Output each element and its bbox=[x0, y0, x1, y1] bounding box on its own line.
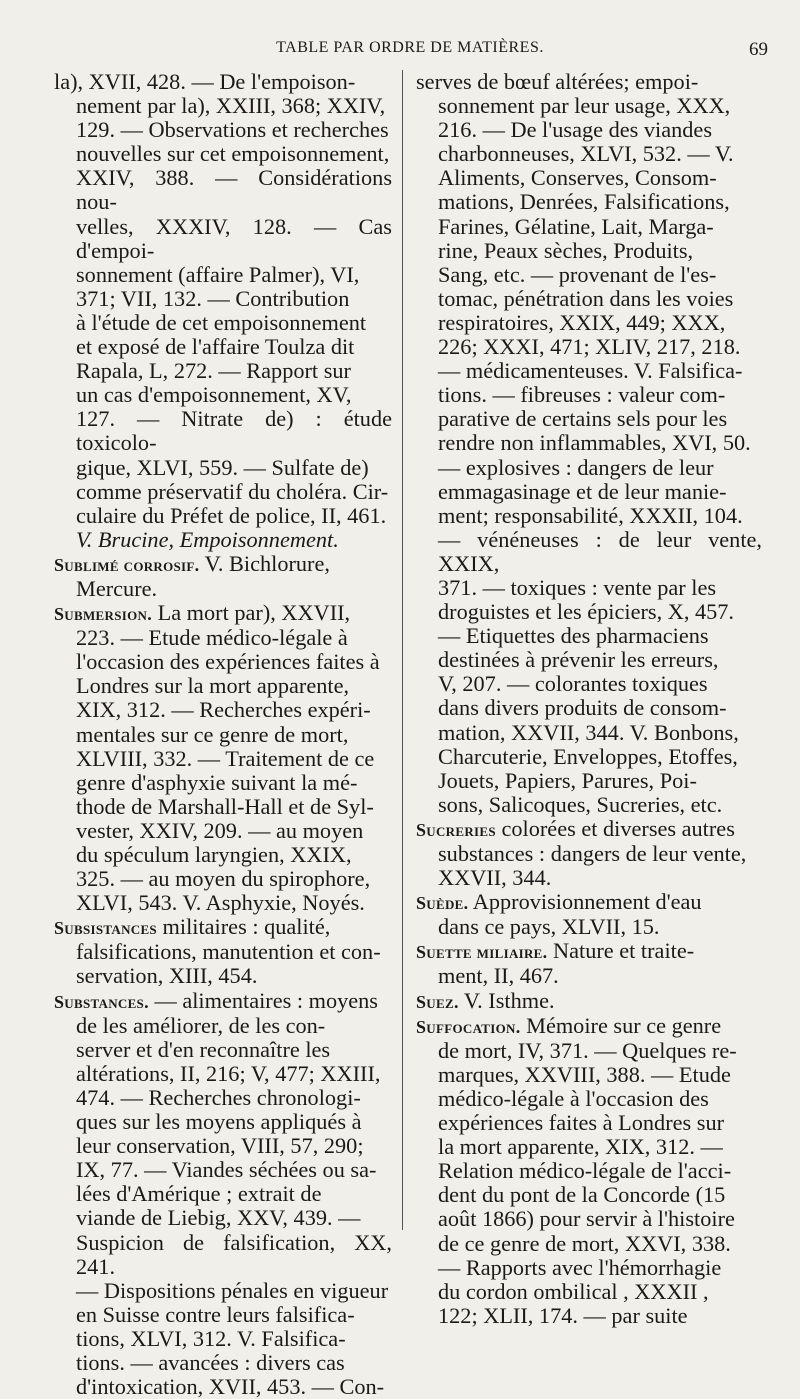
entry-text: Approvisionnement d'eau bbox=[468, 889, 702, 915]
index-line: lées d'Amérique ; extrait de bbox=[76, 1181, 322, 1207]
index-line: — Rapports avec l'hémorrhagie bbox=[438, 1254, 722, 1280]
index-line: Jouets, Papiers, Parures, Poi- bbox=[438, 767, 697, 793]
index-line: rine, Peaux sèches, Produits, bbox=[438, 237, 694, 263]
index-line: août 1866) pour servir à l'histoire bbox=[438, 1206, 735, 1232]
entry-heading: Substances. bbox=[54, 991, 149, 1012]
index-line: V. Brucine, Empoisonnement. bbox=[76, 526, 339, 552]
index-line: gique, XLVI, 559. — Sulfate de) bbox=[76, 454, 369, 480]
index-line: dans ce pays, XLVII, 15. bbox=[438, 914, 660, 940]
index-line: XLVIII, 332. — Traitement de ce bbox=[76, 745, 375, 771]
index-line: mations, Denrées, Falsifications, bbox=[438, 189, 730, 215]
index-line: comme préservatif du choléra. Cir- bbox=[76, 478, 389, 504]
index-line: expériences faites à Londres sur bbox=[438, 1110, 725, 1136]
index-line: du spéculum laryngien, XXIX, bbox=[76, 842, 352, 867]
index-line: respiratoires, XXIX, 449; XXX, bbox=[438, 309, 726, 335]
entry-text: V. Bichlorure, bbox=[199, 550, 330, 576]
entry-text: V. Isthme. bbox=[458, 987, 555, 1013]
entry-text: Mémoire sur ce genre bbox=[520, 1012, 722, 1038]
index-line: sonnement (affaire Palmer), VI, bbox=[76, 261, 360, 287]
right-column bbox=[416, 70, 762, 1328]
index-line: — explosives : dangers de leur bbox=[438, 454, 714, 480]
page-header bbox=[40, 35, 780, 65]
index-line: l'occasion des expériences faites à bbox=[76, 649, 380, 675]
index-line: Charcuterie, Enveloppes, Etoffes, bbox=[438, 743, 738, 769]
entry-text: colorées et diverses autres bbox=[495, 815, 735, 841]
index-line: vester, XXIV, 209. — au moyen bbox=[76, 817, 364, 843]
index-line: tions. — avancées : divers cas bbox=[76, 1349, 345, 1375]
index-line: charbonneuses, XLVI, 532. — V. bbox=[438, 141, 734, 167]
index-line: nement par la), XXIII, 368; XXIV, bbox=[76, 93, 386, 119]
index-line bbox=[416, 890, 762, 915]
index-line: 371; VII, 132. — Contribution bbox=[76, 285, 350, 311]
index-line: — médicamenteuses. V. Falsifica- bbox=[438, 358, 743, 384]
index-line: du cordon ombilical , XXXII , bbox=[438, 1278, 709, 1304]
page-number: 69 bbox=[749, 39, 768, 60]
index-line: emmagasinage et de leur manie- bbox=[438, 478, 727, 504]
index-line: Sang, etc. — provenant de l'es- bbox=[438, 261, 717, 287]
index-line: 474. — Recherches chronologi- bbox=[76, 1084, 361, 1110]
index-line bbox=[54, 915, 392, 940]
entry-text: Nature et traite- bbox=[547, 938, 695, 964]
index-line: marques, XXVIII, 388. — Etude bbox=[438, 1061, 731, 1087]
index-line: la mort apparente, XIX, 312. — bbox=[438, 1134, 723, 1160]
index-line: sons, Salicoques, Sucreries, etc. bbox=[438, 791, 723, 817]
index-line: dans divers produits de consom- bbox=[438, 695, 727, 721]
index-line: V, 207. — colorantes toxiques bbox=[438, 671, 708, 697]
index-line: rendre non inflammables, XVI, 50. bbox=[438, 430, 751, 456]
index-line: 371. — toxiques : vente par les bbox=[438, 574, 717, 600]
index-line: de mort, IV, 371. — Quelques re- bbox=[438, 1037, 737, 1063]
index-line: ment, II, 467. bbox=[438, 963, 559, 989]
index-line: — Dispositions pénales en vigueur bbox=[76, 1277, 389, 1303]
index-line: d'intoxication, XVII, 453. — Con- bbox=[76, 1374, 385, 1399]
running-title: TABLE PAR ORDRE DE MATIÈRES. bbox=[276, 39, 544, 56]
index-line: substances : dangers de leur vente, bbox=[438, 841, 747, 866]
index-line: genre d'asphyxie suivant la mé- bbox=[76, 769, 358, 795]
index-line: culaire du Préfet de police, II, 461. bbox=[76, 502, 387, 528]
index-line: ment; responsabilité, XXXII, 104. bbox=[438, 502, 743, 528]
index-line: sonnement par leur usage, XXX, bbox=[438, 93, 731, 119]
index-line: Farines, Gélatine, Lait, Marga- bbox=[438, 213, 714, 239]
index-line: Mercure. bbox=[76, 575, 158, 601]
index-line: Relation médico-légale de l'acci- bbox=[438, 1158, 732, 1184]
index-line: médico-légale à l'occasion des bbox=[438, 1085, 709, 1111]
index-line: et exposé de l'affaire Toulza dit bbox=[76, 334, 355, 360]
index-line: XXIV, 388. — Considérations nou- bbox=[76, 165, 392, 215]
index-line bbox=[416, 939, 762, 964]
entry-text: — alimentaires : moyens bbox=[148, 987, 378, 1013]
index-line: mentales sur ce genre de mort, bbox=[76, 721, 349, 747]
entry-heading: Suède. bbox=[416, 893, 469, 914]
index-line: 223. — Etude médico-légale à bbox=[76, 625, 348, 651]
entry-text: militaires : qualité, bbox=[156, 914, 331, 940]
index-line bbox=[416, 1014, 762, 1039]
index-line: ques sur les moyens appliqués à bbox=[76, 1109, 362, 1135]
entry-heading: Suez. bbox=[416, 991, 459, 1012]
index-line: Aliments, Conserves, Consom- bbox=[438, 165, 717, 191]
index-line: XLVI, 543. V. Asphyxie, Noyés. bbox=[76, 890, 365, 916]
left-column bbox=[54, 70, 392, 1399]
index-line: 226; XXXI, 471; XLIV, 217, 218. bbox=[438, 334, 741, 360]
index-line: de ce genre de mort, XXVI, 338. bbox=[438, 1230, 731, 1256]
index-line: tomac, pénétration dans les voies bbox=[438, 285, 734, 311]
entry-heading: Suette miliaire. bbox=[416, 942, 548, 963]
index-line: — vénéneuses : de leur vente, XXIX, bbox=[438, 526, 762, 576]
index-line bbox=[54, 601, 392, 626]
index-line bbox=[416, 989, 762, 1014]
index-line bbox=[416, 817, 762, 842]
index-line bbox=[54, 552, 392, 577]
index-line: falsifications, manutention et con- bbox=[76, 939, 381, 965]
index-line bbox=[54, 989, 392, 1014]
index-line: velles, XXXIV, 128. — Cas d'empoi- bbox=[76, 213, 392, 263]
entry-heading: Subsistances bbox=[54, 918, 157, 939]
index-line: parative de certains sels pour les bbox=[438, 406, 728, 432]
index-line: Rapala, L, 272. — Rapport sur bbox=[76, 358, 351, 384]
index-line: XXVII, 344. bbox=[438, 865, 552, 891]
index-line: thode de Marshall-Hall et de Syl- bbox=[76, 793, 374, 819]
index-line: 127. — Nitrate de) : étude toxicolo- bbox=[76, 406, 392, 456]
entry-heading: Sucreries bbox=[416, 819, 496, 840]
entry-text: La mort par), XXVII, bbox=[152, 600, 351, 626]
index-line: Suspicion de falsification, XX, 241. bbox=[76, 1229, 392, 1279]
index-line: en Suisse contre leurs falsifica- bbox=[76, 1301, 355, 1327]
index-line: dent du pont de la Concorde (15 bbox=[438, 1182, 726, 1208]
index-line: 325. — au moyen du spirophore, bbox=[76, 866, 371, 892]
index-line: à l'étude de cet empoisonnement bbox=[76, 309, 367, 335]
index-line: viande de Liebig, XXV, 439. — bbox=[76, 1205, 361, 1231]
index-line: Londres sur la mort apparente, bbox=[76, 673, 350, 699]
index-line: leur conservation, VIII, 57, 290; bbox=[76, 1133, 364, 1159]
index-line: destinées à prévenir les erreurs, bbox=[438, 647, 719, 673]
index-line: 129. — Observations et recherches bbox=[76, 117, 389, 143]
entry-heading: Suffocation. bbox=[416, 1016, 521, 1037]
entry-heading: Submersion. bbox=[54, 604, 152, 625]
entry-heading: Sublimé corrosif. bbox=[54, 554, 200, 575]
index-line: mation, XXVII, 344. V. Bonbons, bbox=[438, 719, 739, 745]
index-line: 122; XLII, 174. — par suite bbox=[438, 1302, 688, 1328]
index-line: la), XVII, 428. — De l'empoison- bbox=[54, 69, 356, 94]
column-divider bbox=[402, 70, 403, 1230]
index-line: tions, XLVI, 312. V. Falsifica- bbox=[76, 1325, 346, 1351]
index-line: altérations, II, 216; V, 477; XXIII, bbox=[76, 1060, 381, 1086]
index-line: XIX, 312. — Recherches expéri- bbox=[76, 697, 371, 723]
index-line: — Etiquettes des pharmaciens bbox=[438, 623, 709, 649]
index-line: 216. — De l'usage des viandes bbox=[438, 117, 712, 143]
index-line: IX, 77. — Viandes séchées ou sa- bbox=[76, 1157, 377, 1183]
index-line: droguistes et les épiciers, X, 457. bbox=[438, 599, 734, 625]
index-line: de les améliorer, de les con- bbox=[76, 1012, 326, 1038]
index-line: server et d'en reconnaître les bbox=[76, 1036, 331, 1062]
index-line: tions. — fibreuses : valeur com- bbox=[438, 382, 726, 408]
index-line: un cas d'empoisonnement, XV, bbox=[76, 382, 352, 408]
index-line: servation, XIII, 454. bbox=[76, 963, 258, 989]
index-line: nouvelles sur cet empoisonnement, bbox=[76, 141, 390, 167]
index-line: serves de bœuf altérées; empoi- bbox=[416, 69, 699, 94]
